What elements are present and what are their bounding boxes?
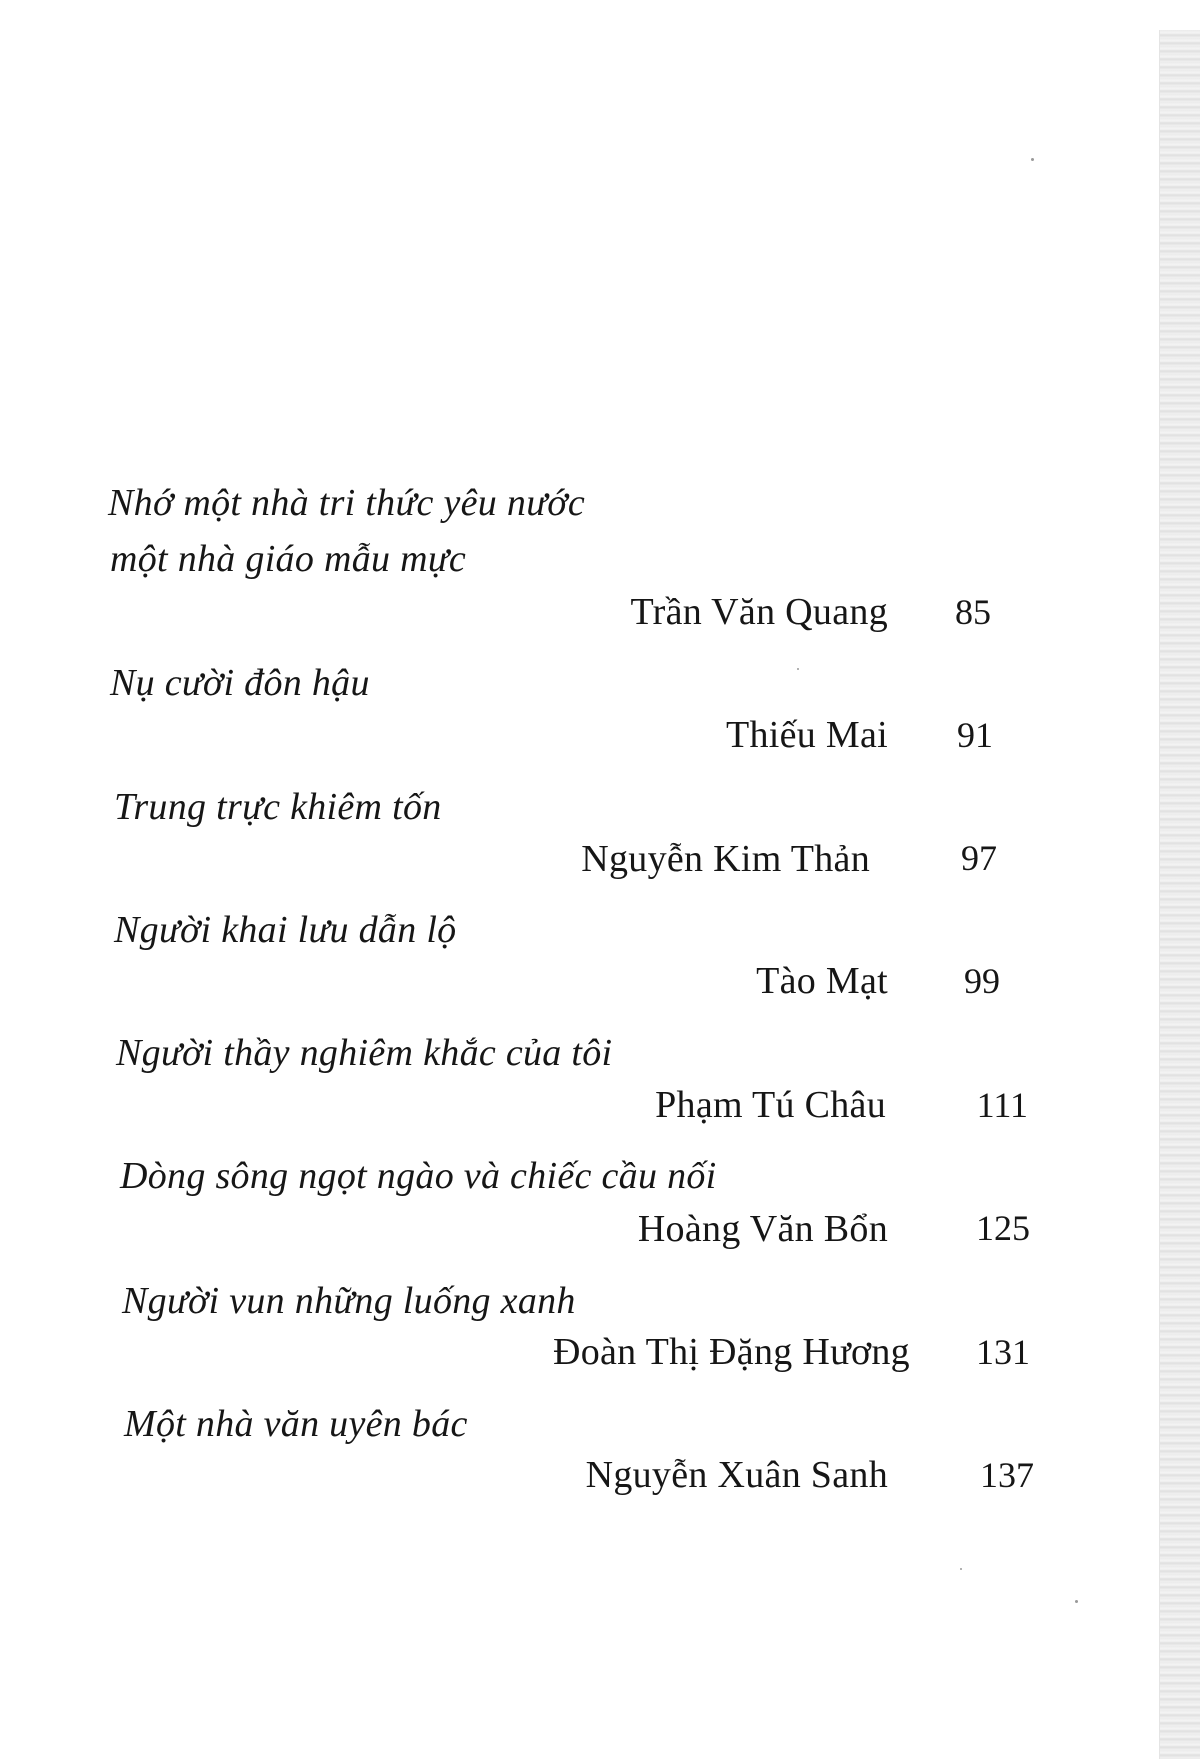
- toc-entry-page-number: 125: [976, 1208, 1030, 1248]
- toc-entry-title: một nhà giáo mẫu mực: [110, 538, 467, 580]
- toc-entry-title: Trung trực khiêm tốn: [114, 786, 442, 828]
- toc-entry-page-number: 85: [955, 592, 991, 632]
- toc-entry-page-number: 99: [964, 961, 1000, 1001]
- toc-entry-author: Trần Văn Quang: [630, 591, 888, 633]
- toc-entry-author: Nguyễn Kim Thản: [581, 838, 870, 880]
- toc-entry-author: Nguyễn Xuân Sanh: [585, 1454, 888, 1496]
- toc-entry-author: Thiếu Mai: [725, 714, 888, 756]
- toc-entry-author: Phạm Tú Châu: [655, 1084, 886, 1126]
- scan-edge-shadow: [1160, 30, 1200, 1759]
- toc-entry-page-number: 97: [961, 838, 997, 878]
- toc-entry-page-number: 137: [980, 1455, 1034, 1495]
- toc-entry-author: Đoàn Thị Đặng Hương: [552, 1331, 910, 1373]
- toc-entry-title: Một nhà văn uyên bác: [124, 1403, 468, 1445]
- scan-speck: [797, 668, 799, 670]
- scan-speck: [1031, 158, 1034, 161]
- toc-entry-page-number: 91: [957, 715, 993, 755]
- toc-entry-title: Nụ cười đôn hậu: [110, 662, 370, 704]
- toc-entry-title: Người thầy nghiêm khắc của tôi: [116, 1032, 613, 1074]
- toc-entry-author: Hoàng Văn Bổn: [637, 1208, 888, 1250]
- toc-entry-page-number: 111: [976, 1085, 1028, 1125]
- scan-speck: [960, 1568, 962, 1570]
- toc-entry-title: Người khai lưu dẫn lộ: [114, 909, 457, 951]
- toc-entry-page-number: 131: [976, 1332, 1030, 1372]
- toc-entry-title: Nhớ một nhà tri thức yêu nước: [108, 482, 585, 524]
- toc-entry-author: Tào Mạt: [756, 960, 888, 1002]
- scan-speck: [1075, 1600, 1078, 1603]
- toc-entry-title: Người vun những luống xanh: [122, 1280, 576, 1322]
- toc-entry-title: Dòng sông ngọt ngào và chiếc cầu nối: [120, 1155, 717, 1197]
